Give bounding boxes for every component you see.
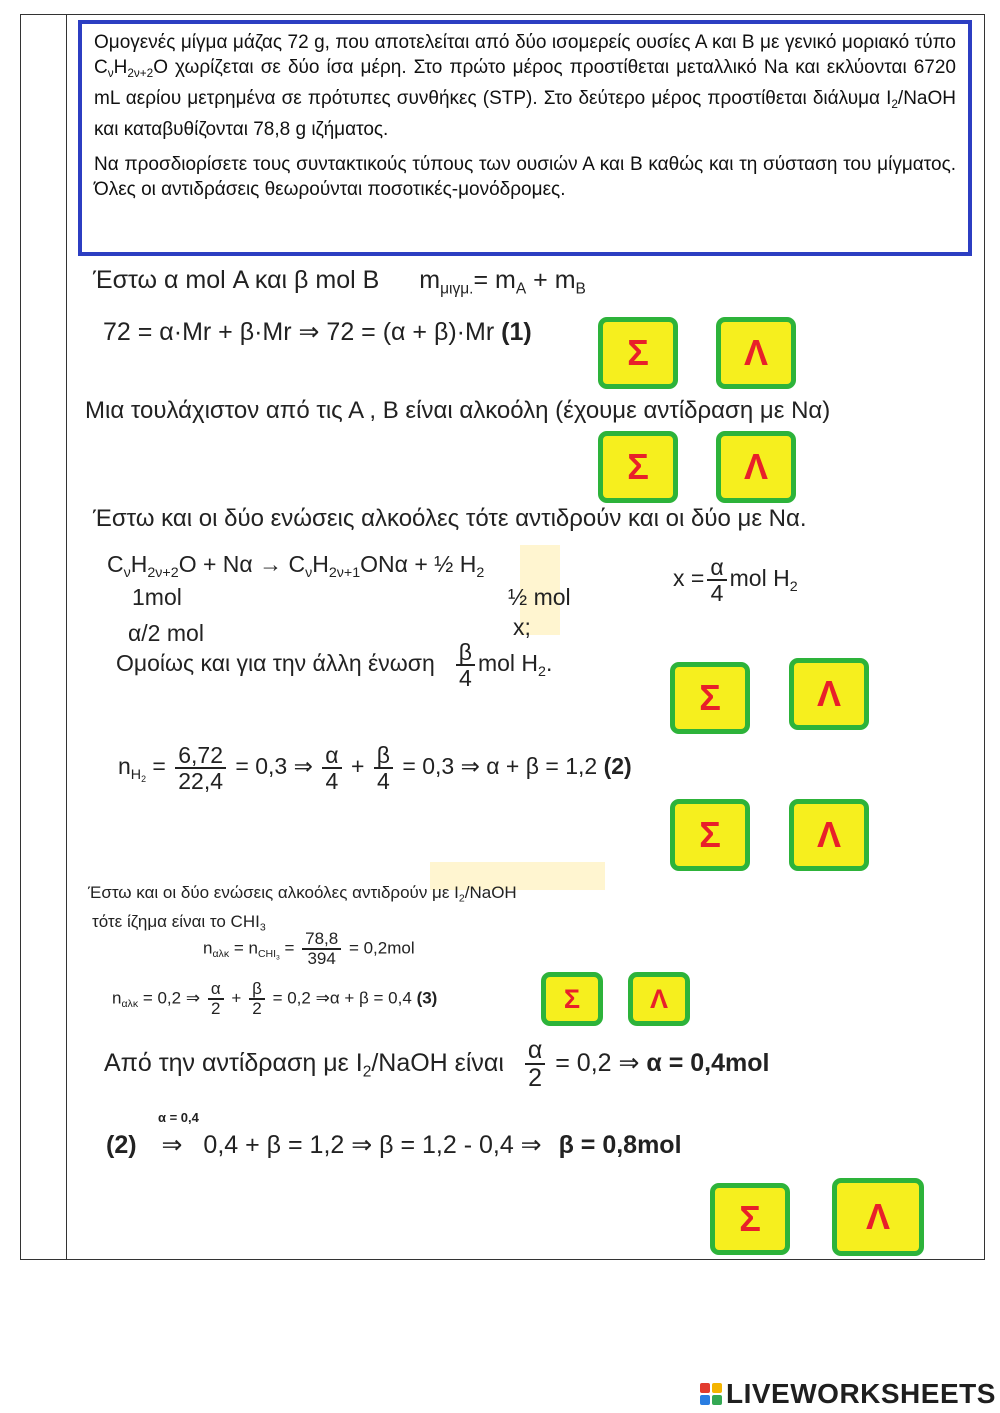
false-button[interactable]: Λ [628,972,690,1026]
stoich-x: x; [513,614,531,640]
moles-alcohol-sum: $n_{\alpha\lambda\kappa} = 0,2$ ⇒ $\frac{\alpha}{2}$ + $\frac{\beta}{2}$ = 0,2 ⇒α + β = 0,4 (3) [112,979,438,1018]
solution-line-alcohol: Μια τουλάχιστον από τις Α , Β είναι αλκοόλη (έχουμε αντίδραση με Να) [85,397,831,424]
similarly-line: Ομοίως και για την άλλη ένωση $\frac{\beta}{4}$ mol $H_2$. [116,639,553,692]
substitution-note: α = 0,4 [158,1110,199,1125]
liveworksheets-logo [700,1375,996,1413]
true-button[interactable]: Σ [598,431,678,503]
logo-icon [700,1383,722,1405]
true-button[interactable]: Σ [670,799,750,871]
beta-result-line: (2) ⇒ 0,4 + β = 1,2 ⇒ β = 1,2 - 0,4 ⇒ β = 0,8mol [106,1131,682,1159]
stoich-1mol: 1mol [132,584,182,610]
alpha-result-line: Από την αντίδραση με $I_2$/NaOH είναι $\frac{\alpha}{2}$ = 0,2 ⇒ α = 0,4mol [104,1036,770,1093]
false-button[interactable]: Λ [716,431,796,503]
false-button[interactable]: Λ [716,317,796,389]
problem-paragraph-1: Ομογενές μίγμα μάζας 72 g, που αποτελείται από δύο ισομερείς ουσίες Α και Β με γενικό μοριακό τύπο $C_\nu H_{2\nu+2}O$ χωρίζεται σε δύο ίσα μέρη. Στο πρώτο μέρος προστίθεται μεταλλικό Na και εκλύονται 6720 mL αερίου μετρημένα σε πρότυπες συνθήκες (STP). Στο δεύτερο μέρος προστίθεται διάλυμα $I_2$/NaOH και καταβυθίζονται 78,8 g ιζήματος. [94,32,956,141]
stoich-a-half: α/2 mol [128,620,204,646]
iodoform-precipitate: τότε ίζημα είναι το $CHI_3$ [92,912,266,934]
moles-alcohol-equation: $n_{\alpha\lambda\kappa} = n_{CHI_3}$ = $\frac{78,8}{394}$ = 0,2mol [203,929,415,968]
reaction-equation: $C_\nu H_{2\nu+2}O + N\alpha \to C_\nu H_{2\nu+1}ON\alpha$ + ½ $H_2$ [107,551,485,581]
true-button[interactable]: Σ [710,1183,790,1255]
iodoform-assumption: Έστω και οι δύο ενώσεις αλκοόλες αντιδρούν με $I_2$/NaOH [88,883,517,905]
true-button[interactable]: Σ [670,662,750,734]
logo-text: LIVEWORKSHEETS [726,1378,996,1409]
x-equation: x = $\frac{\alpha}{4}$ mol $H_2$ [673,554,798,607]
problem-paragraph-2: Να προσδιορίσετε τους συντακτικούς τύπους των ουσιών Α και Β καθώς και τη σύσταση του μίγματος. Όλες οι αντιδράσεις θεωρούνται ποσοτικές-μονόδρομες. [94,154,956,201]
problem-statement [78,20,972,256]
moles-h2-equation: $n_{H_2}$ = $\frac{6,72}{22,4}$ = 0,3 ⇒ $\frac{\alpha}{4}$ + $\frac{\beta}{4}$ = 0,3 ⇒ α + β = 1,2 (2) [118,742,632,795]
solution-line-let: Έστω α mol Α και β mol Β $m_{\mu\iota\gamma\mu.}= m_A + m_B$ [93,266,586,298]
false-button[interactable]: Λ [789,799,869,871]
stoich-half-mol: ½ mol [508,584,571,610]
solution-line-eq1: 72 = α·Mr + β·Mr ⇒ 72 = (α + β)·Mr (1) [103,318,532,346]
true-button[interactable]: Σ [541,972,603,1026]
frame-margin-divider [66,14,67,1260]
false-button[interactable]: Λ [832,1178,924,1256]
true-button[interactable]: Σ [598,317,678,389]
false-button[interactable]: Λ [789,658,869,730]
solution-line-both-alcohols: Έστω και οι δύο ενώσεις αλκοόλες τότε αντιδρούν και οι δύο με Να. [93,505,807,532]
